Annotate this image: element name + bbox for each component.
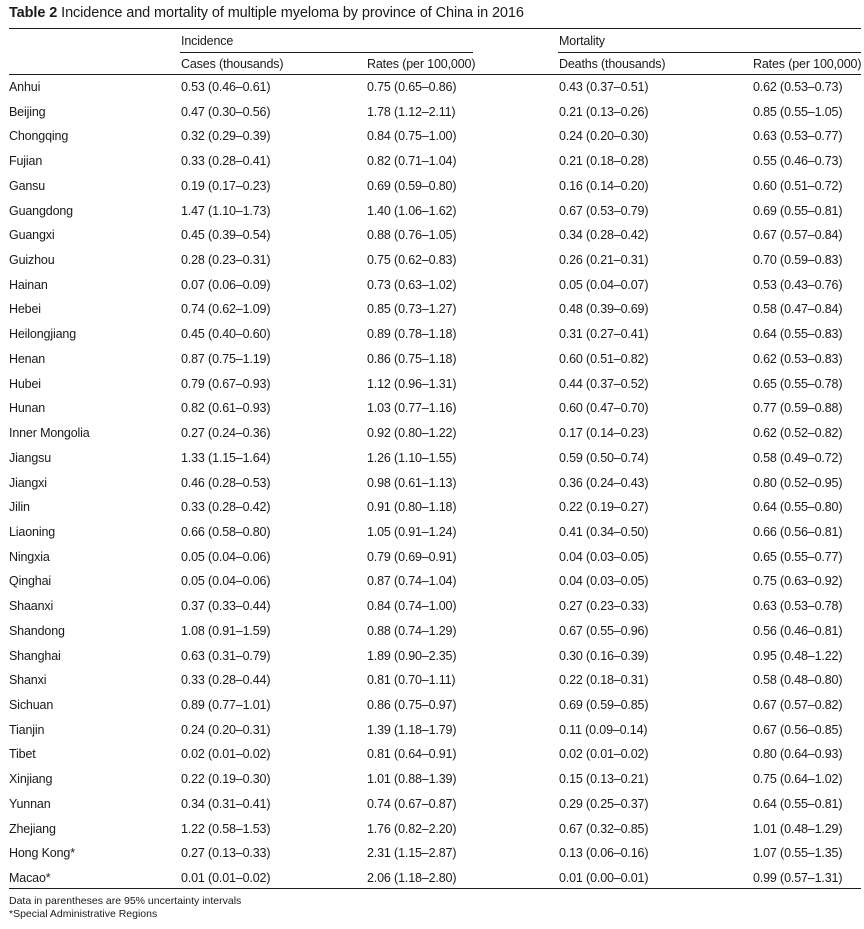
table-row bbox=[0, 573, 864, 598]
cases-cell: 0.63 (0.31–0.79) bbox=[181, 648, 271, 663]
province-cell: Shandong bbox=[9, 623, 65, 638]
incidence-rate-cell: 0.79 (0.69–0.91) bbox=[367, 549, 457, 564]
deaths-cell: 0.24 (0.20–0.30) bbox=[559, 129, 649, 144]
deaths-cell: 0.41 (0.34–0.50) bbox=[559, 524, 649, 539]
table-row bbox=[0, 326, 864, 351]
table-row bbox=[0, 128, 864, 153]
province-cell: Jilin bbox=[9, 500, 30, 515]
incidence-rate-cell: 0.81 (0.70–1.11) bbox=[367, 673, 456, 688]
cases-cell: 0.89 (0.77–1.01) bbox=[181, 697, 271, 712]
incidence-rate-cell: 0.87 (0.74–1.04) bbox=[367, 574, 457, 589]
deaths-column-header: Deaths (thousands) bbox=[559, 57, 666, 71]
incidence-rate-cell: 0.98 (0.61–1.13) bbox=[367, 475, 457, 490]
deaths-cell: 0.67 (0.55–0.96) bbox=[559, 623, 649, 638]
cases-cell: 0.28 (0.23–0.31) bbox=[181, 253, 271, 268]
cases-cell: 0.05 (0.04–0.06) bbox=[181, 574, 271, 589]
table-bottom-rule bbox=[9, 888, 861, 889]
incidence-rate-cell: 1.05 (0.91–1.24) bbox=[367, 524, 457, 539]
table-row bbox=[0, 450, 864, 475]
deaths-cell: 0.43 (0.37–0.51) bbox=[559, 80, 649, 94]
deaths-cell: 0.67 (0.53–0.79) bbox=[559, 203, 649, 218]
deaths-cell: 0.21 (0.13–0.26) bbox=[559, 104, 649, 119]
mortality-rate-cell: 0.70 (0.59–0.83) bbox=[753, 253, 843, 268]
mortality-rate-cell: 0.80 (0.52–0.95) bbox=[753, 475, 843, 490]
province-cell: Hunan bbox=[9, 401, 46, 416]
mortality-rate-cell: 0.62 (0.53–0.83) bbox=[753, 351, 843, 366]
table-caption-label: Table 2 bbox=[9, 5, 58, 21]
province-cell: Guangdong bbox=[9, 203, 73, 218]
cases-cell: 0.33 (0.28–0.41) bbox=[181, 154, 271, 169]
deaths-cell: 0.26 (0.21–0.31) bbox=[559, 253, 649, 268]
province-cell: Qinghai bbox=[9, 574, 52, 589]
deaths-cell: 0.29 (0.25–0.37) bbox=[559, 796, 649, 811]
mortality-rate-cell: 0.67 (0.57–0.82) bbox=[753, 697, 843, 712]
incidence-rate-cell: 1.40 (1.06–1.62) bbox=[367, 203, 457, 218]
deaths-cell: 0.04 (0.03–0.05) bbox=[559, 549, 649, 564]
table-row bbox=[0, 771, 864, 796]
incidence-rate-cell: 1.78 (1.12–2.11) bbox=[367, 104, 456, 119]
province-cell: Hubei bbox=[9, 376, 41, 391]
cases-cell: 1.22 (0.58–1.53) bbox=[181, 821, 271, 836]
deaths-cell: 0.02 (0.01–0.02) bbox=[559, 747, 649, 762]
mortality-rate-cell: 0.58 (0.48–0.80) bbox=[753, 673, 843, 688]
cases-cell: 0.45 (0.39–0.54) bbox=[181, 228, 271, 243]
mortality-rate-cell: 0.65 (0.55–0.77) bbox=[753, 549, 843, 564]
table-row bbox=[0, 203, 864, 228]
mortality-rate-cell: 0.69 (0.55–0.81) bbox=[753, 203, 843, 218]
deaths-cell: 0.21 (0.18–0.28) bbox=[559, 154, 649, 169]
incidence-rate-cell: 0.86 (0.75–0.97) bbox=[367, 697, 457, 712]
mortality-rate-cell: 0.80 (0.64–0.93) bbox=[753, 747, 843, 762]
cases-cell: 0.07 (0.06–0.09) bbox=[181, 277, 271, 292]
cases-cell: 0.79 (0.67–0.93) bbox=[181, 376, 271, 391]
cases-cell: 0.37 (0.33–0.44) bbox=[181, 599, 271, 614]
table-row bbox=[0, 376, 864, 401]
table-row bbox=[0, 549, 864, 574]
province-cell: Hong Kong* bbox=[9, 846, 75, 861]
footnote-sar: *Special Administrative Regions bbox=[9, 908, 158, 920]
incidence-rate-cell: 0.73 (0.63–1.02) bbox=[367, 277, 457, 292]
cases-cell: 1.08 (0.91–1.59) bbox=[181, 623, 271, 638]
table-row bbox=[0, 845, 864, 870]
incidence-rate-cell: 1.12 (0.96–1.31) bbox=[367, 376, 457, 391]
province-cell: Sichuan bbox=[9, 697, 54, 712]
province-cell: Shaanxi bbox=[9, 599, 54, 614]
mortality-rate-cell: 0.56 (0.46–0.81) bbox=[753, 623, 843, 638]
table-row bbox=[0, 746, 864, 771]
incidence-rate-cell: 0.84 (0.75–1.00) bbox=[367, 129, 457, 144]
table-row bbox=[0, 252, 864, 277]
province-cell: Beijing bbox=[9, 104, 46, 119]
header-bottom-rule bbox=[9, 74, 861, 75]
province-cell: Xinjiang bbox=[9, 772, 53, 787]
table-row bbox=[0, 79, 864, 104]
mortality-rate-cell: 0.66 (0.56–0.81) bbox=[753, 524, 843, 539]
province-cell: Anhui bbox=[9, 80, 41, 94]
incidence-rate-cell: 0.86 (0.75–1.18) bbox=[367, 351, 457, 366]
province-cell: Gansu bbox=[9, 178, 46, 193]
cases-cell: 0.24 (0.20–0.31) bbox=[181, 722, 271, 737]
table-row bbox=[0, 301, 864, 326]
deaths-cell: 0.69 (0.59–0.85) bbox=[559, 697, 649, 712]
footnote-uncertainty: Data in parentheses are 95% uncertainty intervals bbox=[9, 895, 242, 907]
cases-cell: 0.47 (0.30–0.56) bbox=[181, 104, 271, 119]
province-cell: Shanghai bbox=[9, 648, 61, 663]
cases-cell: 0.01 (0.01–0.02) bbox=[181, 871, 271, 885]
table-row bbox=[0, 648, 864, 673]
incidence-rate-cell: 0.84 (0.74–1.00) bbox=[367, 599, 457, 614]
province-cell: Hebei bbox=[9, 302, 41, 317]
mortality-group-header: Mortality bbox=[559, 34, 605, 48]
deaths-cell: 0.60 (0.51–0.82) bbox=[559, 351, 649, 366]
incidence-rate-cell: 0.74 (0.67–0.87) bbox=[367, 796, 457, 811]
incidence-group-rule bbox=[180, 52, 473, 53]
table-row bbox=[0, 697, 864, 722]
deaths-cell: 0.16 (0.14–0.20) bbox=[559, 178, 649, 193]
deaths-cell: 0.04 (0.03–0.05) bbox=[559, 574, 649, 589]
table-row bbox=[0, 153, 864, 178]
incidence-rate-cell: 1.26 (1.10–1.55) bbox=[367, 450, 457, 465]
cases-cell: 1.33 (1.15–1.64) bbox=[181, 450, 271, 465]
province-cell: Inner Mongolia bbox=[9, 426, 90, 441]
deaths-cell: 0.22 (0.19–0.27) bbox=[559, 500, 649, 515]
cases-cell: 0.27 (0.24–0.36) bbox=[181, 426, 271, 441]
province-cell: Heilongjiang bbox=[9, 327, 76, 342]
mortality-rate-cell: 0.65 (0.55–0.78) bbox=[753, 376, 843, 391]
deaths-cell: 0.59 (0.50–0.74) bbox=[559, 450, 649, 465]
mortality-rate-cell: 0.77 (0.59–0.88) bbox=[753, 401, 843, 416]
table-row bbox=[0, 178, 864, 203]
table-caption-text: Incidence and mortality of multiple myeloma by province of China in 2016 bbox=[61, 5, 524, 21]
incidence-rate-cell: 0.88 (0.74–1.29) bbox=[367, 623, 457, 638]
mortality-rates-column-header: Rates (per 100,000) bbox=[753, 57, 862, 71]
deaths-cell: 0.27 (0.23–0.33) bbox=[559, 599, 649, 614]
province-cell: Zhejiang bbox=[9, 821, 56, 836]
incidence-rates-column-header: Rates (per 100,000) bbox=[367, 57, 476, 71]
deaths-cell: 0.05 (0.04–0.07) bbox=[559, 277, 649, 292]
province-cell: Henan bbox=[9, 351, 46, 366]
mortality-group-rule bbox=[558, 52, 861, 53]
table-row bbox=[0, 351, 864, 376]
table-row bbox=[0, 821, 864, 846]
table-row bbox=[0, 796, 864, 821]
province-cell: Fujian bbox=[9, 154, 43, 169]
table-row bbox=[0, 598, 864, 623]
incidence-rate-cell: 1.89 (0.90–2.35) bbox=[367, 648, 457, 663]
deaths-cell: 0.13 (0.06–0.16) bbox=[559, 846, 649, 861]
mortality-rate-cell: 0.64 (0.55–0.80) bbox=[753, 500, 843, 515]
mortality-rate-cell: 0.75 (0.64–1.02) bbox=[753, 772, 843, 787]
deaths-cell: 0.11 (0.09–0.14) bbox=[559, 722, 648, 737]
cases-cell: 0.74 (0.62–1.09) bbox=[181, 302, 271, 317]
mortality-rate-cell: 0.55 (0.46–0.73) bbox=[753, 154, 843, 169]
province-cell: Liaoning bbox=[9, 524, 56, 539]
incidence-rate-cell: 0.91 (0.80–1.18) bbox=[367, 500, 457, 515]
province-cell: Yunnan bbox=[9, 796, 51, 811]
deaths-cell: 0.34 (0.28–0.42) bbox=[559, 228, 649, 243]
cases-cell: 0.33 (0.28–0.44) bbox=[181, 673, 271, 688]
deaths-cell: 0.48 (0.39–0.69) bbox=[559, 302, 649, 317]
table-row bbox=[0, 623, 864, 648]
province-cell: Hainan bbox=[9, 277, 48, 292]
table-row bbox=[0, 104, 864, 129]
deaths-cell: 0.44 (0.37–0.52) bbox=[559, 376, 649, 391]
incidence-rate-cell: 0.92 (0.80–1.22) bbox=[367, 426, 457, 441]
table-body bbox=[0, 79, 864, 895]
deaths-cell: 0.36 (0.24–0.43) bbox=[559, 475, 649, 490]
incidence-rate-cell: 1.01 (0.88–1.39) bbox=[367, 772, 457, 787]
cases-cell: 0.34 (0.31–0.41) bbox=[181, 796, 271, 811]
deaths-cell: 0.22 (0.18–0.31) bbox=[559, 673, 649, 688]
table-row bbox=[0, 499, 864, 524]
table-row bbox=[0, 672, 864, 697]
incidence-rate-cell: 1.76 (0.82–2.20) bbox=[367, 821, 457, 836]
cases-cell: 1.47 (1.10–1.73) bbox=[181, 203, 271, 218]
province-cell: Jiangxi bbox=[9, 475, 47, 490]
mortality-rate-cell: 1.01 (0.48–1.29) bbox=[753, 821, 843, 836]
deaths-cell: 0.30 (0.16–0.39) bbox=[559, 648, 649, 663]
cases-cell: 0.87 (0.75–1.19) bbox=[181, 351, 271, 366]
incidence-rate-cell: 1.39 (1.18–1.79) bbox=[367, 722, 457, 737]
incidence-rate-cell: 0.89 (0.78–1.18) bbox=[367, 327, 457, 342]
table-row bbox=[0, 870, 864, 895]
cases-cell: 0.33 (0.28–0.42) bbox=[181, 500, 271, 515]
table-top-rule bbox=[9, 28, 861, 29]
table-row bbox=[0, 227, 864, 252]
province-cell: Chongqing bbox=[9, 129, 69, 144]
deaths-cell: 0.01 (0.00–0.01) bbox=[559, 871, 649, 885]
incidence-rate-cell: 0.75 (0.65–0.86) bbox=[367, 80, 457, 94]
table-row bbox=[0, 425, 864, 450]
table-row bbox=[0, 524, 864, 549]
table-row bbox=[0, 400, 864, 425]
cases-cell: 0.27 (0.13–0.33) bbox=[181, 846, 271, 861]
cases-cell: 0.46 (0.28–0.53) bbox=[181, 475, 271, 490]
province-cell: Ningxia bbox=[9, 549, 50, 564]
cases-cell: 0.19 (0.17–0.23) bbox=[181, 178, 271, 193]
province-cell: Tibet bbox=[9, 747, 36, 762]
cases-cell: 0.66 (0.58–0.80) bbox=[181, 524, 271, 539]
mortality-rate-cell: 0.99 (0.57–1.31) bbox=[753, 871, 843, 885]
mortality-rate-cell: 0.58 (0.49–0.72) bbox=[753, 450, 843, 465]
cases-cell: 0.53 (0.46–0.61) bbox=[181, 80, 271, 94]
province-cell: Guizhou bbox=[9, 253, 55, 268]
incidence-rate-cell: 0.82 (0.71–1.04) bbox=[367, 154, 457, 169]
incidence-rate-cell: 0.69 (0.59–0.80) bbox=[367, 178, 457, 193]
cases-cell: 0.45 (0.40–0.60) bbox=[181, 327, 271, 342]
incidence-rate-cell: 2.06 (1.18–2.80) bbox=[367, 871, 457, 885]
table-row bbox=[0, 475, 864, 500]
cases-cell: 0.02 (0.01–0.02) bbox=[181, 747, 271, 762]
table-caption bbox=[9, 5, 524, 21]
cases-cell: 0.82 (0.61–0.93) bbox=[181, 401, 271, 416]
cases-cell: 0.22 (0.19–0.30) bbox=[181, 772, 271, 787]
cases-cell: 0.32 (0.29–0.39) bbox=[181, 129, 271, 144]
mortality-rate-cell: 0.64 (0.55–0.81) bbox=[753, 796, 843, 811]
deaths-cell: 0.15 (0.13–0.21) bbox=[559, 772, 649, 787]
mortality-rate-cell: 0.62 (0.52–0.82) bbox=[753, 426, 843, 441]
province-cell: Guangxi bbox=[9, 228, 55, 243]
deaths-cell: 0.67 (0.32–0.85) bbox=[559, 821, 649, 836]
cases-cell: 0.05 (0.04–0.06) bbox=[181, 549, 271, 564]
mortality-rate-cell: 0.63 (0.53–0.77) bbox=[753, 129, 843, 144]
mortality-rate-cell: 0.60 (0.51–0.72) bbox=[753, 178, 843, 193]
incidence-rate-cell: 0.85 (0.73–1.27) bbox=[367, 302, 457, 317]
incidence-rate-cell: 0.75 (0.62–0.83) bbox=[367, 253, 457, 268]
mortality-rate-cell: 0.95 (0.48–1.22) bbox=[753, 648, 843, 663]
province-cell: Shanxi bbox=[9, 673, 47, 688]
mortality-rate-cell: 0.64 (0.55–0.83) bbox=[753, 327, 843, 342]
mortality-rate-cell: 0.62 (0.53–0.73) bbox=[753, 80, 843, 94]
deaths-cell: 0.31 (0.27–0.41) bbox=[559, 327, 649, 342]
mortality-rate-cell: 0.67 (0.57–0.84) bbox=[753, 228, 843, 243]
incidence-rate-cell: 1.03 (0.77–1.16) bbox=[367, 401, 457, 416]
incidence-group-header: Incidence bbox=[181, 34, 234, 48]
cases-column-header: Cases (thousands) bbox=[181, 57, 284, 71]
province-cell: Tianjin bbox=[9, 722, 45, 737]
mortality-rate-cell: 0.85 (0.55–1.05) bbox=[753, 104, 843, 119]
incidence-rate-cell: 2.31 (1.15–2.87) bbox=[367, 846, 457, 861]
mortality-rate-cell: 0.58 (0.47–0.84) bbox=[753, 302, 843, 317]
mortality-rate-cell: 1.07 (0.55–1.35) bbox=[753, 846, 843, 861]
table-row bbox=[0, 722, 864, 747]
incidence-rate-cell: 0.81 (0.64–0.91) bbox=[367, 747, 457, 762]
table-row bbox=[0, 277, 864, 302]
mortality-rate-cell: 0.67 (0.56–0.85) bbox=[753, 722, 843, 737]
mortality-rate-cell: 0.75 (0.63–0.92) bbox=[753, 574, 843, 589]
deaths-cell: 0.60 (0.47–0.70) bbox=[559, 401, 649, 416]
province-cell: Macao* bbox=[9, 871, 51, 885]
mortality-rate-cell: 0.63 (0.53–0.78) bbox=[753, 599, 843, 614]
deaths-cell: 0.17 (0.14–0.23) bbox=[559, 426, 649, 441]
incidence-rate-cell: 0.88 (0.76–1.05) bbox=[367, 228, 457, 243]
province-cell: Jiangsu bbox=[9, 450, 52, 465]
mortality-rate-cell: 0.53 (0.43–0.76) bbox=[753, 277, 843, 292]
